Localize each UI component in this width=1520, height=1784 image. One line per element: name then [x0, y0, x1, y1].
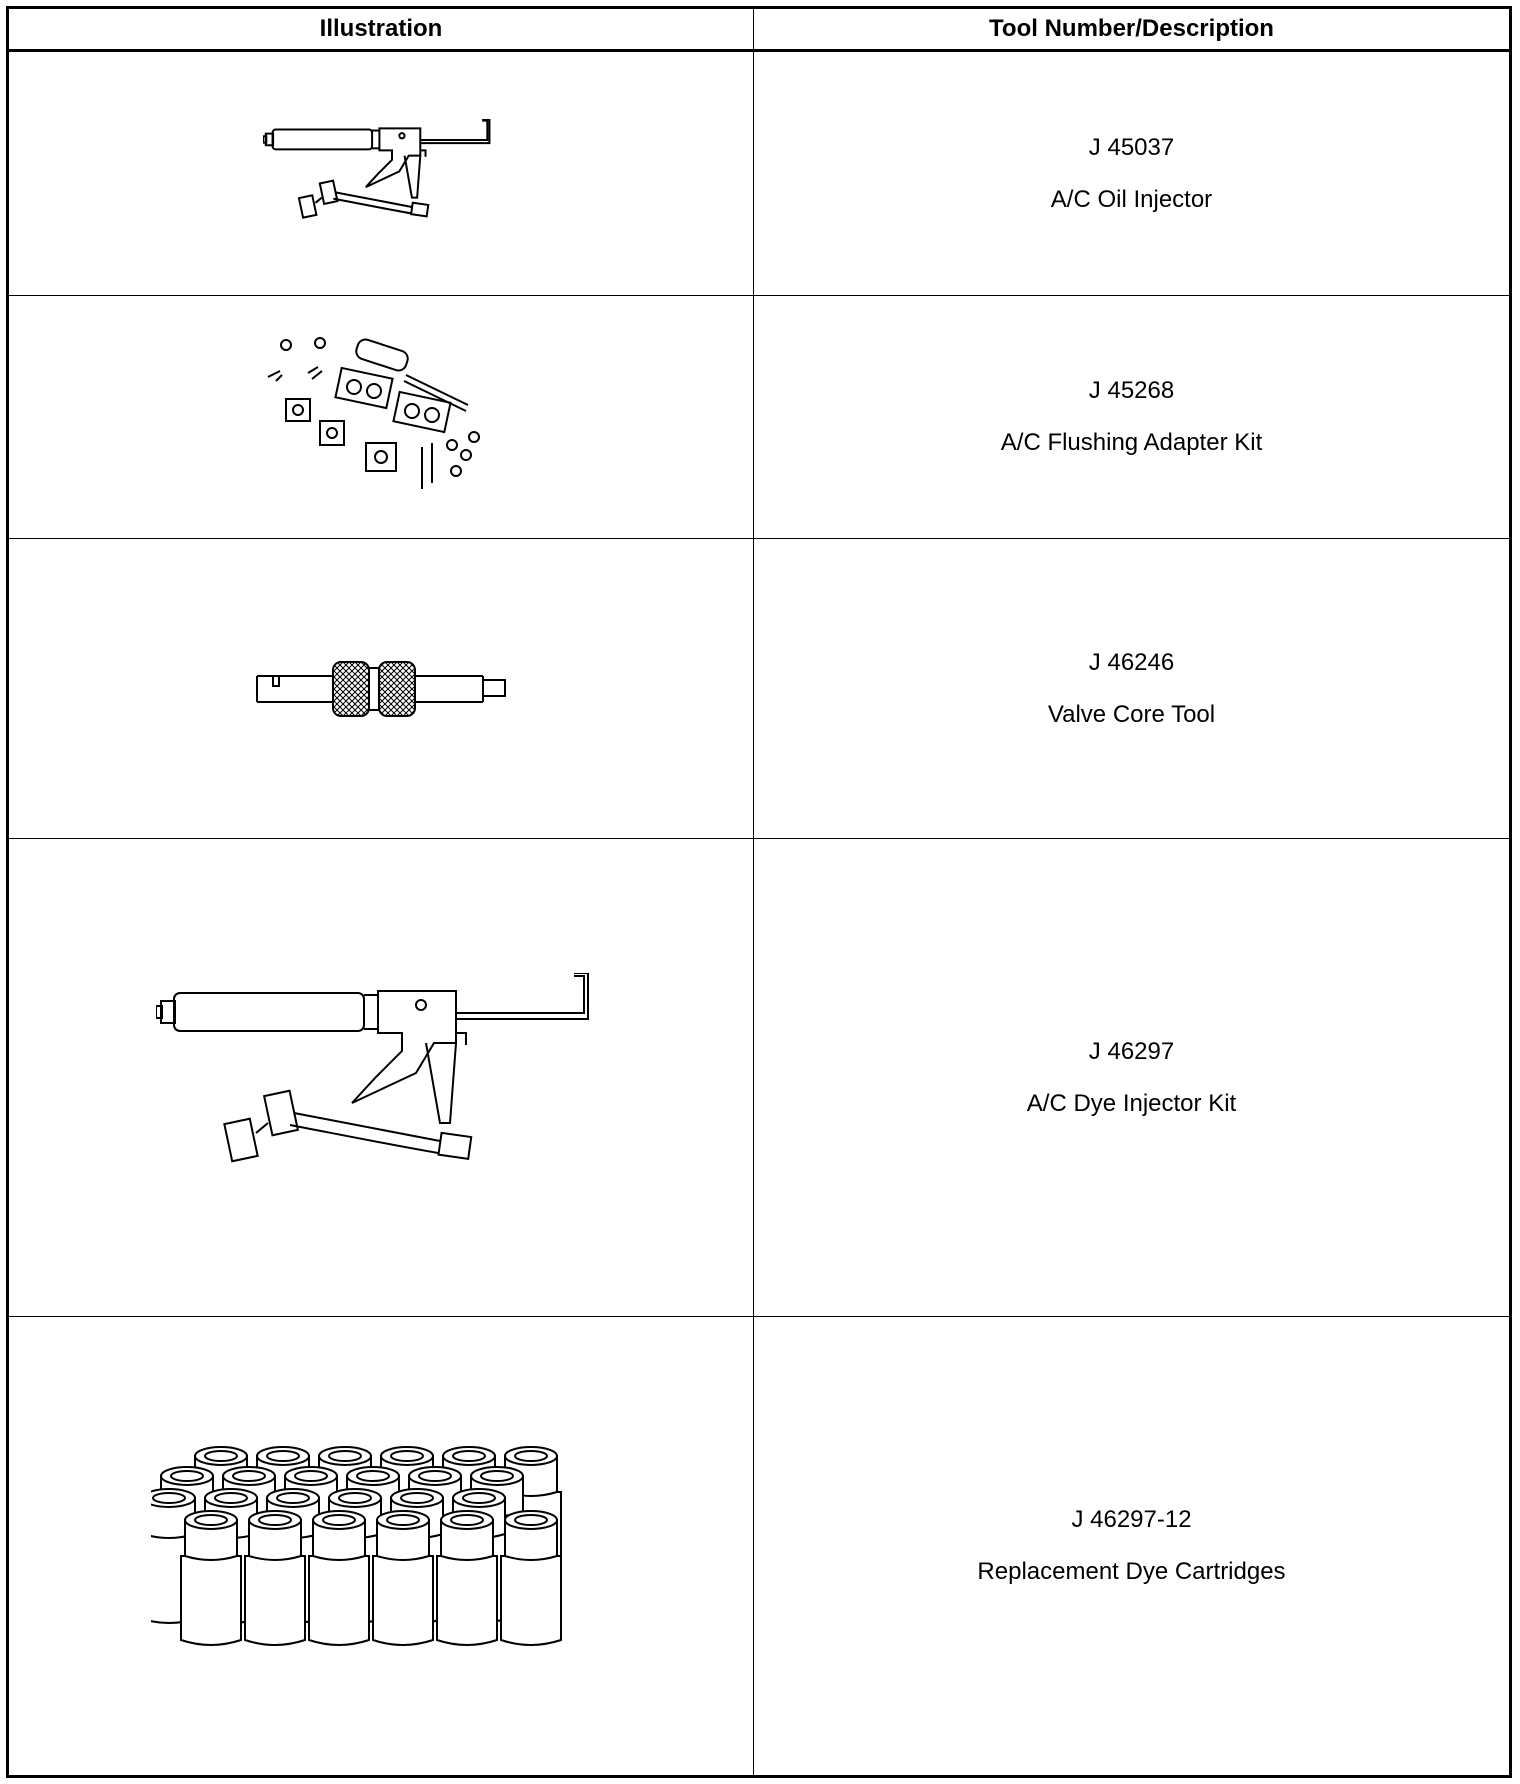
cartridge-opening	[195, 1515, 227, 1525]
oil-injector-gun-icon	[263, 119, 499, 229]
illustration-cell	[9, 539, 754, 838]
tool-cell	[754, 1317, 1509, 1775]
table-row	[9, 1317, 1509, 1775]
illustration-cell	[9, 52, 754, 295]
tool-number: J 45037	[1088, 133, 1175, 161]
tool-cell	[754, 52, 1509, 295]
illustration-cell	[9, 839, 754, 1316]
cartridge-opening	[515, 1451, 547, 1461]
cartridge-opening	[215, 1493, 247, 1503]
table-row	[9, 296, 1509, 539]
tool-cell	[754, 839, 1509, 1316]
cartridge-opening	[387, 1515, 419, 1525]
cartridge-body	[181, 1556, 241, 1645]
cartridge-body	[309, 1556, 369, 1645]
cartridge-opening	[233, 1471, 265, 1481]
header-illustration: Illustration	[9, 9, 754, 49]
tool-number: J 46297	[1088, 1037, 1175, 1065]
cartridge-opening	[329, 1451, 361, 1461]
cartridge-opening	[481, 1471, 513, 1481]
table-row	[9, 539, 1509, 839]
cartridge-opening	[277, 1493, 309, 1503]
cartridge-opening	[453, 1451, 485, 1461]
tools-table	[6, 6, 1512, 1778]
cartridge-opening	[339, 1493, 371, 1503]
tool-description: A/C Oil Injector	[1050, 185, 1213, 213]
dye-cartridges-icon	[151, 1436, 611, 1656]
table-row	[9, 839, 1509, 1317]
cartridge-opening	[259, 1515, 291, 1525]
table-header-row	[9, 9, 1509, 52]
cartridge-body	[373, 1556, 433, 1645]
tool-number: J 45268	[1088, 377, 1175, 404]
tool-cell	[754, 539, 1509, 838]
tool-number: J 46246	[1088, 648, 1175, 676]
cartridge-opening	[419, 1471, 451, 1481]
table-row	[9, 52, 1509, 296]
header-tool-number-description: Tool Number/Description	[989, 15, 1274, 42]
illustration-cell	[9, 1317, 754, 1775]
tool-description: Valve Core Tool	[1047, 700, 1216, 728]
tool-cell	[754, 296, 1509, 538]
cartridge-opening	[515, 1515, 547, 1525]
cartridge-opening	[205, 1451, 237, 1461]
tool-description: Replacement Dye Cartridges	[977, 1558, 1286, 1585]
flushing-adapter-kit-icon	[256, 337, 506, 497]
tool-number: J 46297-12	[1071, 1506, 1192, 1533]
cartridge-body	[501, 1556, 561, 1645]
cartridge-opening	[171, 1471, 203, 1481]
cartridge-body	[437, 1556, 497, 1645]
tool-description: A/C Flushing Adapter Kit	[1000, 429, 1263, 456]
cartridge-opening	[267, 1451, 299, 1461]
cartridge-opening	[153, 1493, 185, 1503]
cartridge-opening	[295, 1471, 327, 1481]
cartridge-opening	[357, 1471, 389, 1481]
cartridge-opening	[323, 1515, 355, 1525]
cartridge-opening	[451, 1515, 483, 1525]
dye-injector-gun-icon	[156, 973, 606, 1183]
tool-description: A/C Dye Injector Kit	[1026, 1089, 1237, 1117]
valve-core-tool-icon	[253, 656, 509, 722]
illustration-cell	[9, 296, 754, 538]
cartridge-opening	[463, 1493, 495, 1503]
cartridge-opening	[401, 1493, 433, 1503]
cartridge-body	[245, 1556, 305, 1645]
cartridge-opening	[391, 1451, 423, 1461]
